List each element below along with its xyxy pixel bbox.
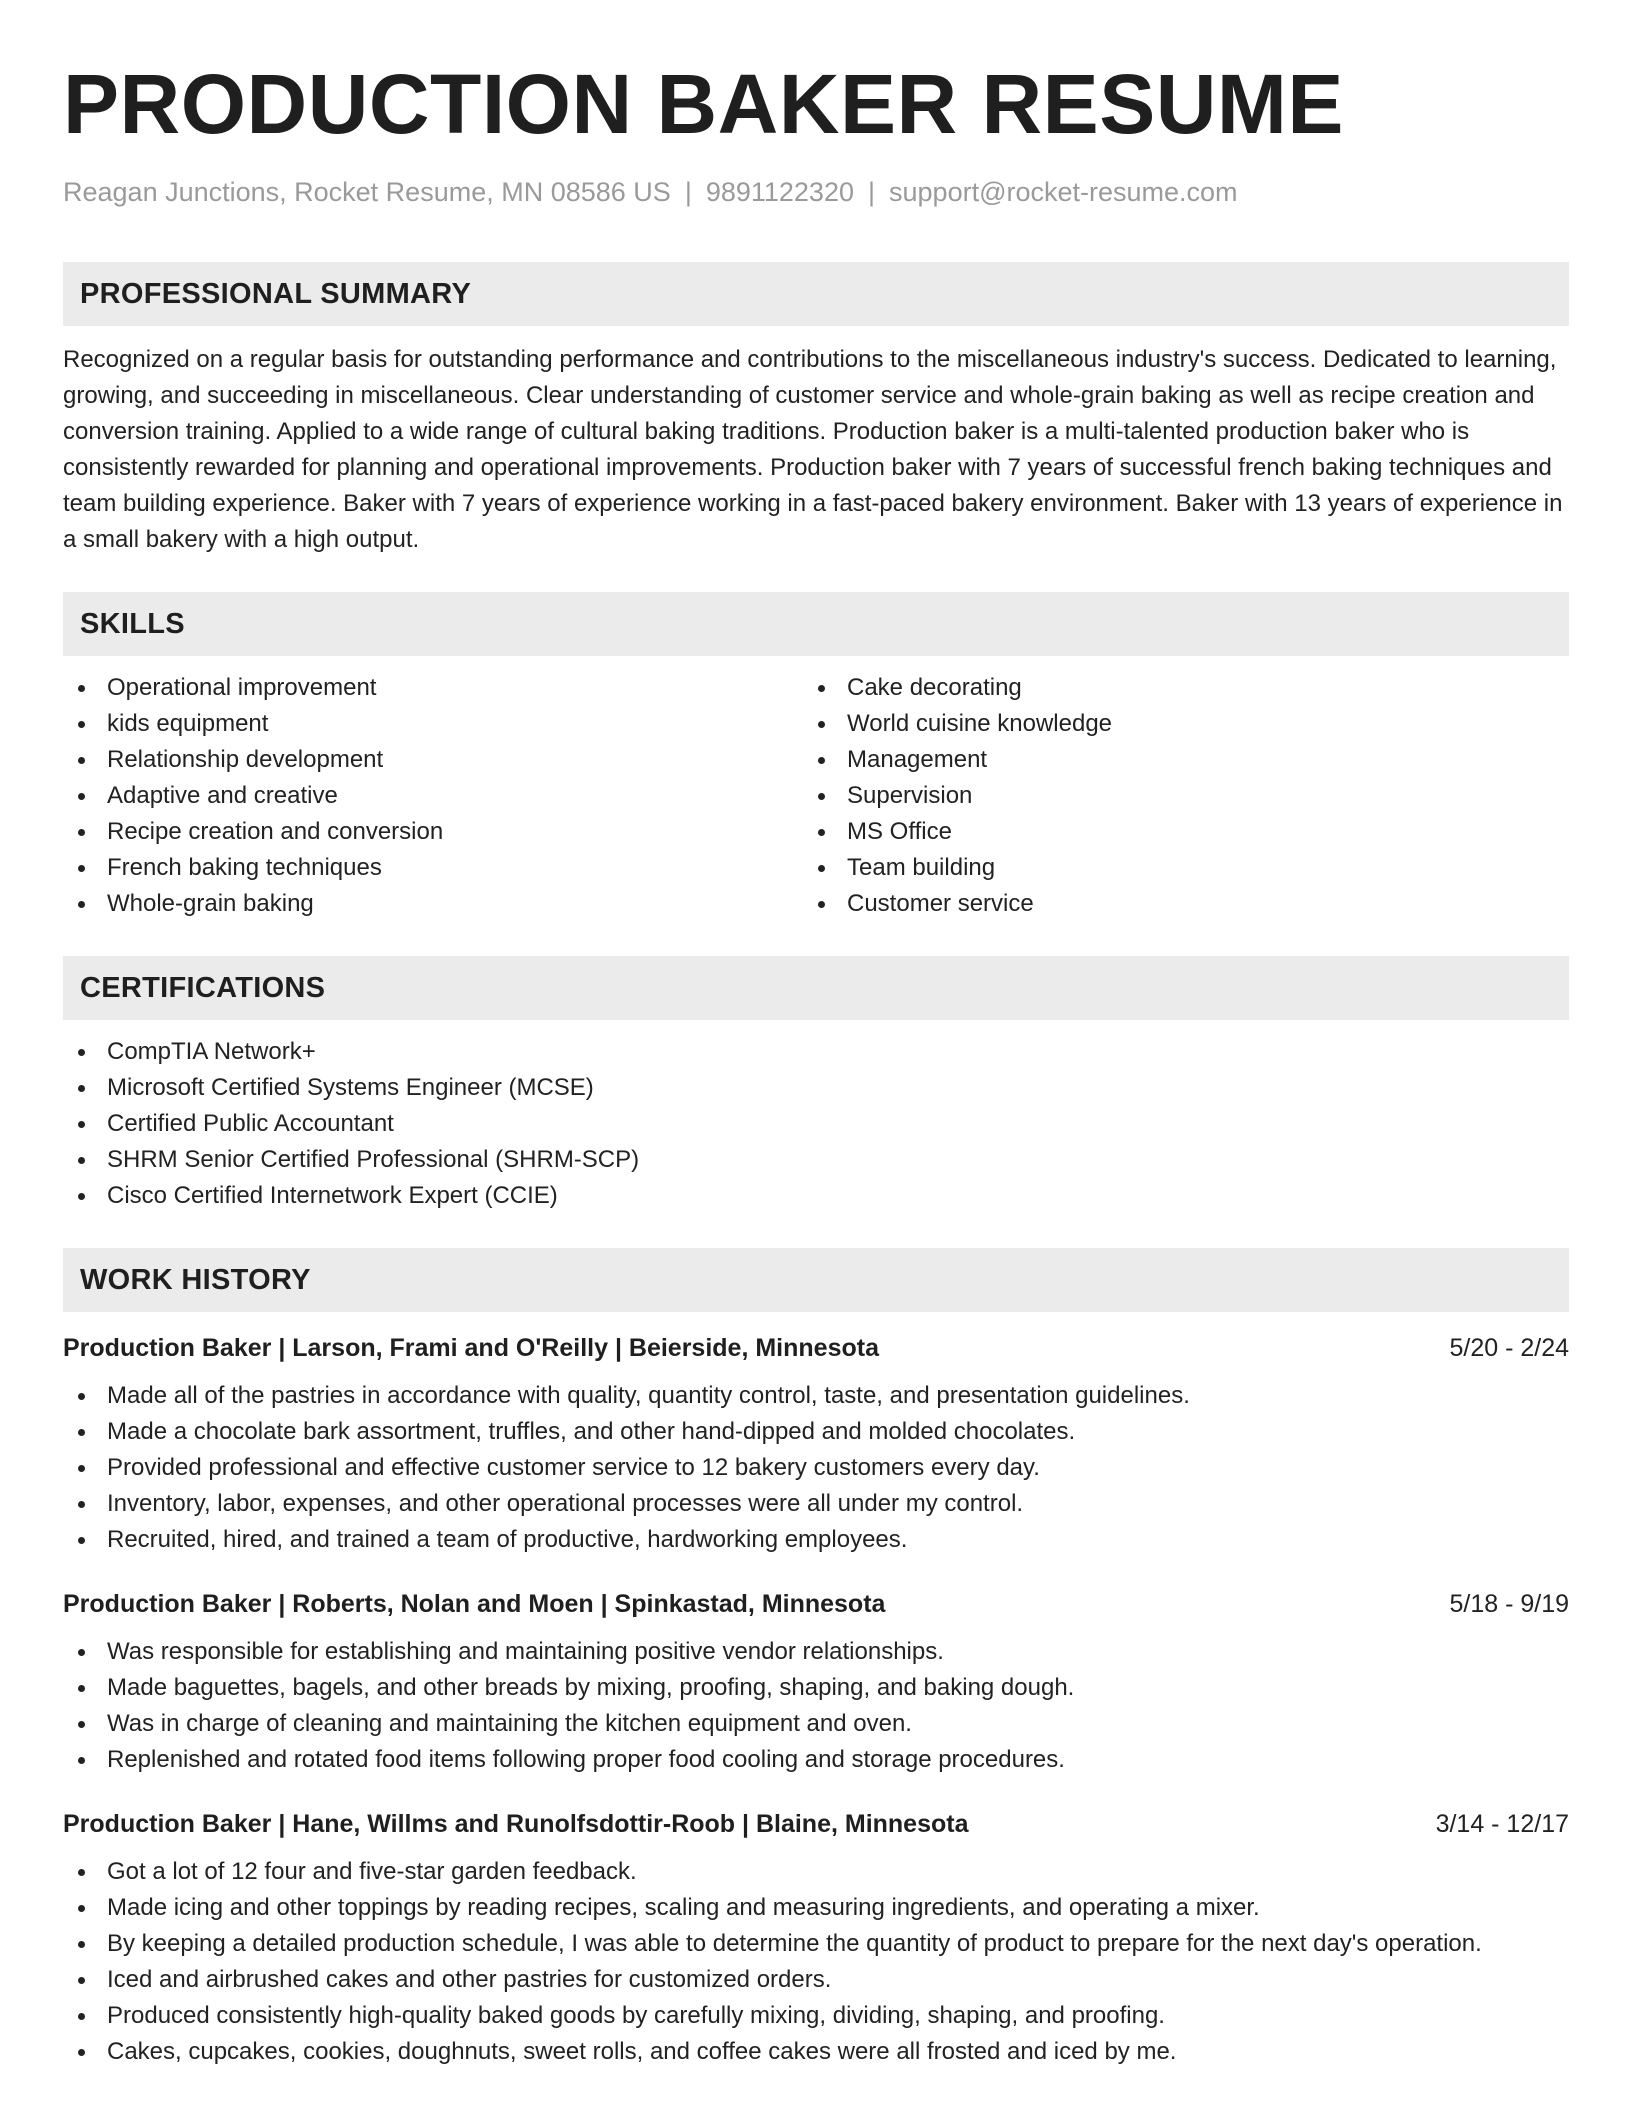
skill-item: Adaptive and creative [63,778,803,814]
certification-item: SHRM Senior Certified Professional (SHRM-SCP) [63,1142,1569,1178]
skills-left-column [63,670,803,922]
job-duties [63,1634,1569,1778]
skill-item: Operational improvement [63,670,803,706]
work-history-heading: WORK HISTORY [63,1248,1569,1312]
skill-item: Cake decorating [803,670,1543,706]
certifications-heading: CERTIFICATIONS [63,956,1569,1020]
skill-item: Management [803,742,1543,778]
certification-item: Certified Public Accountant [63,1106,1569,1142]
skill-item: World cuisine knowledge [803,706,1543,742]
job-header [63,1806,1569,1842]
duty-item: Recruited, hired, and trained a team of productive, hardworking employees. [63,1522,1569,1558]
skills-list [63,670,1569,922]
duty-item: Cakes, cupcakes, cookies, doughnuts, sweet rolls, and coffee cakes were all frosted and iced by me. [63,2034,1569,2070]
contact-separator: | [868,177,876,207]
contact-address: Reagan Junctions, Rocket Resume, MN 08586 US [63,177,671,207]
job-title: Production Baker | Hane, Willms and Runolfsdottir-Roob | Blaine, Minnesota [63,1810,969,1838]
job-entry [63,1586,1569,1778]
skill-item: Recipe creation and conversion [63,814,803,850]
job-entry [63,1806,1569,2070]
job-title: Production Baker | Larson, Frami and O'Reilly | Beierside, Minnesota [63,1334,879,1362]
skill-item: Team building [803,850,1543,886]
duty-item: Provided professional and effective customer service to 12 bakery customers every day. [63,1450,1569,1486]
job-duties [63,1854,1569,2070]
duty-item: Inventory, labor, expenses, and other operational processes were all under my control. [63,1486,1569,1522]
certification-item: Cisco Certified Internetwork Expert (CCIE) [63,1178,1569,1214]
duty-item: Iced and airbrushed cakes and other pastries for customized orders. [63,1962,1569,1998]
certifications-list [63,1034,1569,1214]
duty-item: Was in charge of cleaning and maintaining the kitchen equipment and oven. [63,1706,1569,1742]
skill-item: Relationship development [63,742,803,778]
skills-heading: SKILLS [63,592,1569,656]
duty-item: Made baguettes, bagels, and other breads by mixing, proofing, shaping, and baking dough. [63,1670,1569,1706]
job-title: Production Baker | Roberts, Nolan and Moen | Spinkastad, Minnesota [63,1590,886,1618]
job-entry [63,1330,1569,1558]
job-dates: 3/14 - 12/17 [1435,1810,1569,1838]
duty-item: Made a chocolate bark assortment, truffles, and other hand-dipped and molded chocolates. [63,1414,1569,1450]
job-header [63,1586,1569,1622]
job-dates: 5/20 - 2/24 [1449,1334,1569,1362]
job-header [63,1330,1569,1366]
duty-item: Was responsible for establishing and maintaining positive vendor relationships. [63,1634,1569,1670]
skill-item: Whole-grain baking [63,886,803,922]
skill-item: kids equipment [63,706,803,742]
resume-title: PRODUCTION BAKER RESUME [63,57,1344,151]
skill-item: Customer service [803,886,1543,922]
skills-right-column [803,670,1543,922]
contact-separator: | [684,177,692,207]
certification-item: Microsoft Certified Systems Engineer (MCSE) [63,1070,1569,1106]
summary-heading: PROFESSIONAL SUMMARY [63,262,1569,326]
certification-item: CompTIA Network+ [63,1034,1569,1070]
duty-item: Made icing and other toppings by reading recipes, scaling and measuring ingredients, and operating a mixer. [63,1890,1569,1926]
skill-item: MS Office [803,814,1543,850]
skill-item: Supervision [803,778,1543,814]
summary-text: Recognized on a regular basis for outstanding performance and contributions to the miscellaneous industry's success. Dedicated to learning, growing, and succeeding in miscellaneous. Clear understanding of customer service and whole-grain baking as well as recipe creation and conversion training. Applied to a wide range of cultural baking traditions. Production baker is a multi-talented production baker who is consistently rewarded for planning and operational improvements. Production baker with 7 years of successful french baking techniques and team building experience. Baker with 7 years of experience working in a fast-paced bakery environment. Baker with 13 years of experience in a small bakery with a high output. [63,346,1563,553]
duty-item: Produced consistently high-quality baked goods by carefully mixing, dividing, shaping, and proofing. [63,1998,1569,2034]
contact-phone: 9891122320 [705,177,854,207]
duty-item: Made all of the pastries in accordance with quality, quantity control, taste, and presentation guidelines. [63,1378,1569,1414]
job-dates: 5/18 - 9/19 [1449,1590,1569,1618]
duty-item: By keeping a detailed production schedule, I was able to determine the quantity of product to prepare for the next day's operation. [63,1926,1569,1962]
skill-item: French baking techniques [63,850,803,886]
duty-item: Got a lot of 12 four and five-star garden feedback. [63,1854,1569,1890]
job-duties [63,1378,1569,1558]
contact-email: support@rocket-resume.com [889,177,1238,207]
contact-line [63,174,1569,210]
duty-item: Replenished and rotated food items following proper food cooling and storage procedures. [63,1742,1569,1778]
